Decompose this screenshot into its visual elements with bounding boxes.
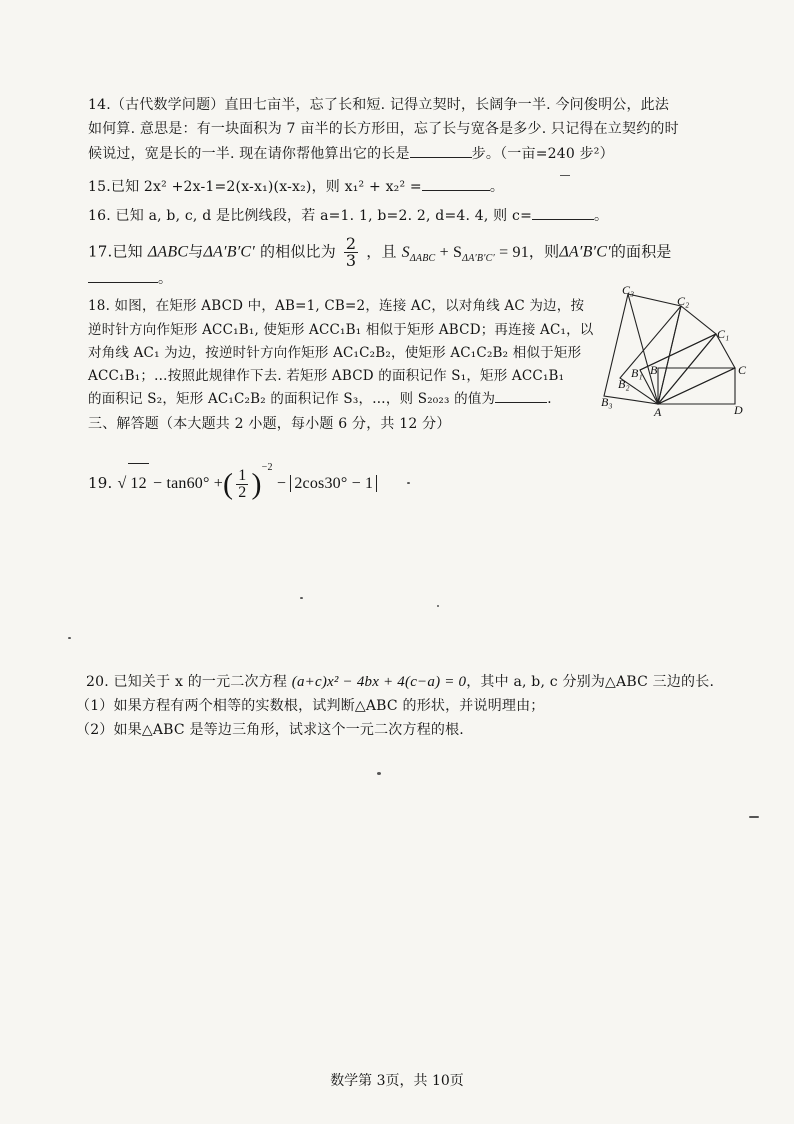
q17-eq: = 91 [494,243,529,261]
q19-expression: √ 12 − tan60° +( $\frac{1}{2}$ )$^{-2}$ − 2cos30° − 1 [117,475,377,492]
q17-triangle-abc: ΔABC [147,243,189,261]
label-b3: B₃ [601,395,613,409]
q19-fraction [236,468,248,501]
q17-s1: S [401,243,410,261]
q15-line [88,176,504,197]
q19-line [88,448,377,504]
q19-lparen: ( [223,467,234,501]
q18-line5-text: 的面积记 S₂，矩形 AC₁C₂B₂ 的面积记作 S₃，…，则 S₂₀₂₃ 的值为 [88,391,496,407]
q20-text-post: ，其中 a, b, c 分别为△ABC 三边的长. [466,674,715,690]
q17-line1 [88,236,672,274]
q20-line1 [86,672,714,692]
q17-and: 与 [188,242,204,261]
q17-post2: 的面积是 [610,242,672,261]
q14-line3-text: 候说过，宽是长的一半. 现在请你帮他算出它的长是 [88,146,410,162]
q16-text: 16. 已知 a, b, c, d 是比例线段，若 a=1. 1, b=2. 2, d=4. 4, 则 c= [88,208,533,224]
q14-line3 [88,143,614,164]
q20-text-pre: 20. 已知关于 x 的一元二次方程 [86,674,288,690]
q16-end: 。 [594,208,609,224]
q14-line3-tail: 步。（一亩=240 步²） [471,146,614,162]
q17-post1: ，则 [528,242,560,261]
label-c3: C₃ [622,283,635,297]
q15-text: 15.已知 2x² +2x-1=2(x-x₁)(x-x₂)，则 x₁² + x₂² = [88,179,422,195]
q15-end: 。 [489,179,505,195]
q14-line2: 如何算. 意思是：有一块面积为 7 亩半的长方形田，忘了长与宽各是多少. 只记得在立契约的时 [88,121,679,137]
q17-plus: + S [435,243,463,261]
label-d: D [734,403,743,417]
q18-line4: ACC₁B₁；…按照此规律作下去. 若矩形 ABCD 的面积记作 S₁，矩形 ACC₁B₁ [88,368,565,384]
q18-line5-end: . [547,391,552,407]
scan-speck [300,597,303,599]
q19-frac-den: 2 [238,483,247,501]
q19-sqrt: 12 [128,463,148,504]
q17-triangle-3: ΔA′B′C′ [559,243,611,261]
q17-sub2: ΔA′B′C′ [462,252,495,264]
q19-abs: 2cos30° − 1 [290,475,377,492]
q18-rectangle-figure [598,282,758,418]
label-c1: C₁ [717,327,730,341]
q17-area-sum [401,243,529,264]
q15-answer-blank[interactable] [422,176,490,191]
q17-pre: 17.已知 [88,242,143,261]
q18-line5 [88,388,552,409]
page-footer: 数学第 3页，共 10页 [330,1073,464,1089]
q17-ratio-fraction [344,236,358,269]
q17-comma: ，且 [366,242,397,261]
q20-part2: （2）如果△ABC 是等边三角形，试求这个一元二次方程的根. [76,722,464,738]
diag-ac [658,368,735,404]
q18-answer-blank[interactable] [495,388,547,403]
q14-line1: 14.（古代数学问题）直田七亩半，忘了长和短. 记得立契时，长阔争一半. 今问俊明公，此法 [88,97,670,113]
q18-line2: 逆时针方向作矩形 ACC₁B₁, 使矩形 ACC₁B₁ 相似于矩形 ABCD；再连接 AC₁，以 [88,322,594,338]
q20-equation: (a+c)x² − 4bx + 4(c−a) = 0 [291,674,467,690]
q17-sub1: ΔABC [409,252,436,264]
scan-speck [560,175,570,176]
q17-line2 [88,268,172,289]
label-c2: C₂ [677,294,690,308]
scan-speck [68,637,71,639]
q19-exponent: −2 [261,462,273,473]
label-b1: B₁ [631,366,643,380]
q17-triangle-abc-prime: ΔA′B′C′ [203,243,255,261]
rect-ac1c2b2 [620,306,716,404]
label-b2: B₂ [618,377,630,391]
label-c: C [738,363,747,377]
diag-ac3 [628,294,658,404]
q17-ratio-text: 的相似比为 [259,242,336,261]
q19-tan: − tan60° + [148,475,224,492]
q16-answer-blank[interactable] [532,205,594,220]
scan-speck [437,605,439,607]
label-b: B [650,363,658,377]
q17-answer-blank[interactable] [88,268,158,283]
q17-end: 。 [158,271,173,287]
q14-answer-blank[interactable] [410,143,472,158]
label-a: A [654,405,662,418]
q17-frac-den: 3 [345,251,357,270]
q19-rparen: ) [251,467,262,501]
q19-num: 19. [88,474,113,492]
q17-frac-num: 2 [345,234,357,253]
q19-minus: − [272,475,291,492]
q19-frac-num: 1 [238,466,247,484]
q16-line [88,205,608,226]
scan-speck [407,482,410,484]
section3-heading: 三、解答题（本大题共 2 小题，每小题 6 分，共 12 分） [88,416,451,432]
q20-part1: （1）如果方程有两个相等的实数根，试判断△ABC 的形状，并说明理由； [76,698,545,714]
q18-line1: 18. 如图，在矩形 ABCD 中，AB=1, CB=2，连接 AC，以对角线 AC 为边，按 [88,298,585,314]
scan-speck [749,816,759,818]
q18-line3: 对角线 AC₁ 为边，按逆时针方向作矩形 AC₁C₂B₂，使矩形 AC₁C₂B₂ 相似于矩形 [88,345,582,361]
scan-speck [377,772,381,775]
